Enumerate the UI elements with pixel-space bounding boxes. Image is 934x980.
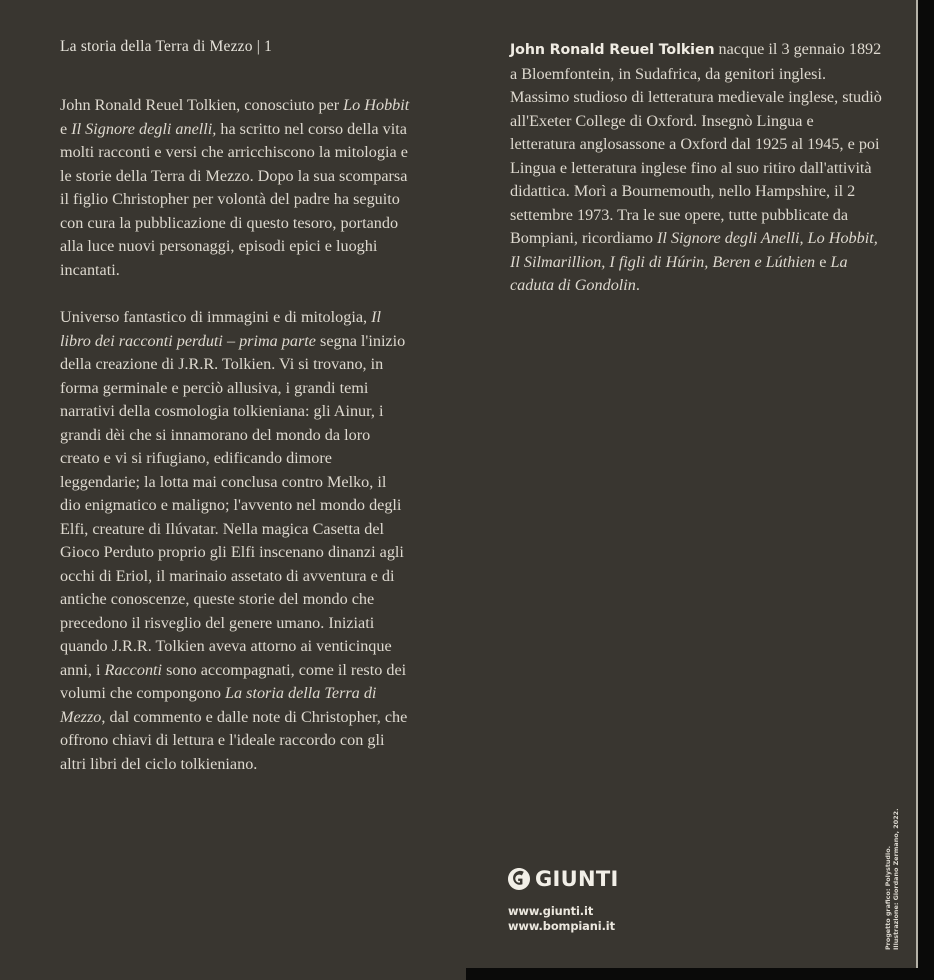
bio-works-list: Il Signore degli Anelli, Lo Hobbit, Il Silmarillion, I figli di Húrin, Beren e Lúthien <box>510 229 878 271</box>
p2-seg-5: sono accompagnati, come il resto dei volumi che compongono <box>60 660 407 702</box>
series-title-line: La storia della Terra di Mezzo | 1 <box>60 38 273 55</box>
credits-inner <box>884 800 900 950</box>
bio-seg-2: nacque il 3 gennaio 1892 a Bloemfontein, in Sudafrica, da genitori inglesi. Massimo studioso di letteratura medievale inglese, studiò all'Exeter College di Oxford. Insegnò Lingua e letteratura anglosassone a Oxford dal 1925 al 1945, e poi Lingua e letteratura inglese fino al suo ritiro dall'attività didattica. Morì a Bournemouth, nello Hampshire, il 2 settembre 1973. Tra le sue opere, tutte pubblicate da Bompiani, ricordiamo <box>510 40 882 247</box>
author-name: John Ronald Reuel Tolkien <box>510 42 715 58</box>
p2-title-libro-racconti-perduti: Il libro dei racconti perduti – prima parte <box>60 308 381 350</box>
url-giunti[interactable]: www.giunti.it <box>508 904 594 918</box>
p2-seg-1: Universo fantastico di immagini e di mitologia, <box>60 308 372 326</box>
bio-seg-4: e <box>815 252 831 271</box>
p2-title-storia-terra-di-mezzo: La storia della Terra di Mezzo <box>60 684 377 726</box>
p1-seg-3: e <box>60 119 72 138</box>
url-bompiani[interactable]: www.bompiani.it <box>508 919 615 933</box>
p2-seg-3: segna l'inizio della creazione di J.R.R. Tolkien. Vi si trovano, in forma germinale e perciò allusiva, i grandi temi narrativi della cosmologia tolkieniana: gli Ainur, i grandi dèi che si innamorano del mondo da loro creato e vi si rifugiano, edificando dimore leggendarie; la lotta mai conclusa contro Melko, il dio enigmatico e maligno; l'avvento nel mondo degli Elfi, creature di Ilúvatar. Nella magica Casetta del Gioco Perduto proprio gli Elfi inscenano dinanzi agli occhi di Eriol, il marinaio assetato di avventura e di antiche conoscenze, queste storie del mondo che precedono il risveglio del genere umano. Iniziati quando J.R.R. Tolkien aveva attorno ai venticinque anni, i <box>60 331 406 679</box>
p1-title-lo-hobbit: Lo Hobbit <box>343 96 410 114</box>
p1-seg-5: ha scritto nel corso della vita molti racconti e versi che arricchiscono la mitologia e le storie della Terra di Mezzo. Dopo la sua scomparsa il figlio Christopher per volontà del padre ha seguito con cura la pubblicazione di questo tesoro, portando alla luce nuovi personaggi, episodi epici e luoghi incantati. <box>60 119 408 279</box>
p1-title-signore-degli-anelli: Il Signore degli anelli, <box>71 119 217 138</box>
giunti-g-circle-icon <box>508 868 530 890</box>
blurb-paragraph-1 <box>60 94 410 282</box>
blurb-paragraph-2 <box>60 306 410 776</box>
bottom-edge-strip <box>466 968 934 980</box>
bio-title-caduta-di-gondolin: La caduta di Gondolin <box>510 252 848 294</box>
p2-seg-7: , dal commento e dalle note di Christopher, che offrono chiavi di lettura e l'ideale raccordo con gli altri libri del ciclo tolkieniano. <box>60 707 408 773</box>
left-text-column <box>60 38 410 776</box>
right-edge-strip <box>918 0 934 980</box>
credit-illustration: Illustrazione: Giordano Zermano, 2022. <box>892 808 900 950</box>
p2-title-racconti: Racconti <box>104 660 163 679</box>
right-text-column <box>510 38 882 298</box>
credits-rotated-block <box>884 800 904 950</box>
author-biography <box>510 38 882 298</box>
publisher-urls <box>508 904 768 934</box>
p1-seg-1: John Ronald Reuel Tolkien, conosciuto per <box>60 96 344 114</box>
bottom-left-strip <box>0 968 466 980</box>
bio-seg-6: . <box>635 276 640 294</box>
publisher-block <box>508 866 768 934</box>
giunti-wordmark: GIUNTI <box>535 866 619 891</box>
giunti-logo <box>508 866 768 892</box>
credit-design: Progetto grafico: Polystudio. <box>884 845 892 950</box>
